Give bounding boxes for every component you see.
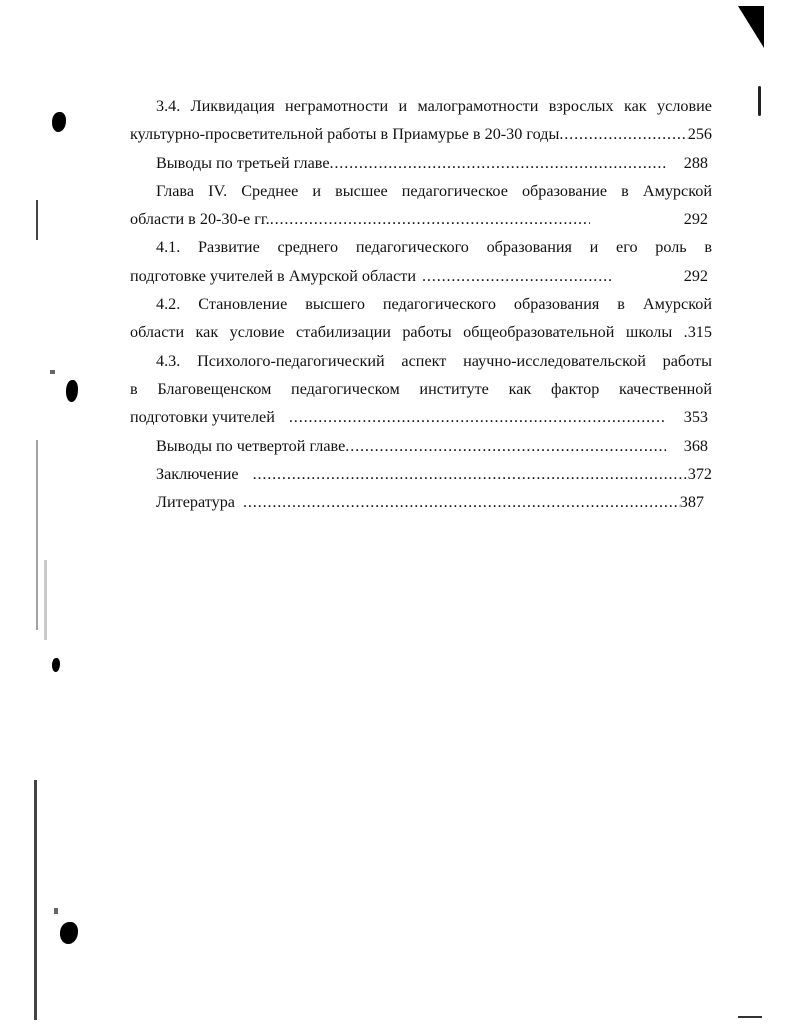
toc-page-number: 368 xyxy=(683,436,708,455)
toc-leader-dots xyxy=(270,205,590,233)
toc-entry-text: Выводы по четвертой главе xyxy=(156,436,346,455)
toc-entry-text: подготовки учителей xyxy=(130,408,275,427)
toc-leader-dots xyxy=(243,488,680,516)
toc-page-number: 288 xyxy=(683,153,708,172)
toc-entry-text: подготовке учителей в Амурской области xyxy=(130,266,417,285)
scan-speck xyxy=(50,370,55,374)
toc-page-number: 353 xyxy=(683,408,708,427)
toc-entry-conclusions-ch4 xyxy=(130,432,712,460)
toc-entry-literature xyxy=(130,488,712,516)
toc-entry-conclusions-ch3 xyxy=(130,149,712,177)
margin-ink-blot xyxy=(52,112,66,132)
toc-entry-3-4-line-1: 3.4. Ликвидация неграмотности и малограмотности взрослых как условие xyxy=(156,97,712,115)
margin-ink-blot xyxy=(60,922,78,944)
toc-entry-conclusion xyxy=(130,460,712,488)
scan-edge-line xyxy=(36,440,38,630)
scan-speck xyxy=(44,560,47,640)
toc-entry-4-1-line-2 xyxy=(130,262,712,290)
margin-ink-blot xyxy=(52,658,60,672)
toc-leader-dots xyxy=(422,262,612,290)
toc-entry-4-3-line-2: в Благовещенском педагогическом институте как фактор качественной xyxy=(130,379,712,398)
scan-edge-line xyxy=(36,200,38,240)
toc-entry-text: культурно-просветительной работы в Приамурье в 20-30 годы xyxy=(130,125,560,144)
toc-entry-3-4-line-2 xyxy=(130,120,712,148)
toc-entry-text: области в 20-30-е гг. xyxy=(130,210,270,229)
margin-tick-mark xyxy=(758,86,761,116)
toc-leader-dots xyxy=(559,120,687,148)
scan-bottom-dash xyxy=(738,1016,762,1018)
scan-edge-line xyxy=(34,780,37,1020)
toc-leader-dots xyxy=(253,460,688,488)
corner-registration-mark xyxy=(738,6,764,48)
toc-entry-4-2-line-2: области как условие стабилизации работы общеобразовательной школы .315 xyxy=(130,323,712,342)
toc-entry-text: Заключение xyxy=(156,464,239,483)
toc-entry-chapter-4-line-1: Глава IV. Среднее и высшее педагогическое образование в Амурской xyxy=(156,181,712,200)
toc-entry-text: Литература xyxy=(156,493,235,512)
table-of-contents xyxy=(130,92,712,516)
toc-leader-dots xyxy=(289,403,666,431)
margin-ink-blot xyxy=(66,380,78,402)
toc-page-number: 372 xyxy=(687,464,712,483)
toc-entry-4-3-line-3 xyxy=(130,403,712,431)
toc-entry-4-2-line-1: 4.2. Становление высшего педагогического образования в Амурской xyxy=(156,295,712,314)
toc-entry-text: Выводы по третьей главе xyxy=(156,153,330,172)
toc-leader-dots xyxy=(345,432,665,460)
toc-entry-4-3-line-1: 4.3. Психолого-педагогический аспект научно-исследовательской работы xyxy=(156,351,712,370)
toc-entry-chapter-4-line-2 xyxy=(130,205,712,233)
toc-page-number: 292 xyxy=(683,266,708,285)
toc-page-number: 387 xyxy=(679,493,704,512)
toc-leader-dots xyxy=(330,149,666,177)
scan-speck xyxy=(54,908,58,914)
toc-entry-4-1-line-1: 4.1. Развитие среднего педагогического образования и его роль в xyxy=(156,238,712,257)
toc-page-number: 292 xyxy=(683,210,708,229)
toc-page-number: 256 xyxy=(687,125,712,144)
